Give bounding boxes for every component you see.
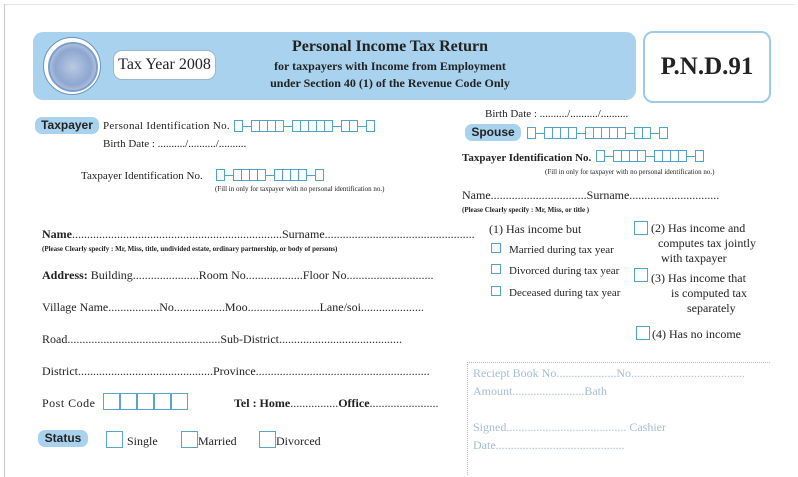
status-single-label: Single <box>127 434 158 448</box>
income-option-4-label: (4) Has no income <box>652 327 741 341</box>
building-room-floor-field[interactable]: Building......................Room No...................Floor No............................. <box>90 268 434 282</box>
form-code: P.N.D.91 <box>643 31 771 103</box>
taxpayer-name-line[interactable] <box>42 227 475 242</box>
address-label: Address: <box>42 268 88 282</box>
spouse-name-note: (Please Clearly specify : Mr, Miss, or title ) <box>462 206 590 214</box>
income-option-3-label: (3) Has income that is computed tax separately <box>651 271 747 315</box>
address-building-line[interactable] <box>42 268 433 283</box>
income-option-1-label: (1) Has income but <box>489 222 582 236</box>
spouse-birth-date[interactable]: Birth Date : ........../........../.......... <box>485 108 629 120</box>
status-section-label: Status <box>38 430 88 447</box>
postcode-label: Post Code <box>42 396 96 410</box>
name-label: Name <box>42 227 72 241</box>
taxpayer-pid-boxes[interactable] <box>234 120 374 132</box>
taxpayer-name-note: (Please Clearly specify : Mr, Miss, title, undivided estate, ordinary partnership, or body of persons) <box>42 245 338 253</box>
spouse-tin-boxes[interactable] <box>596 150 703 162</box>
income-option-3-checkbox[interactable] <box>634 268 648 282</box>
surname-field[interactable]: .................................................. <box>324 227 475 241</box>
postcode-digit-box[interactable] <box>137 393 154 410</box>
spouse-pid-boxes[interactable] <box>527 127 667 139</box>
receipt-book-line[interactable]: Reciept Book No....................No...................................... <box>473 366 745 380</box>
form-subtitle-2: under Section 40 (1) of the Revenue Code Only <box>270 76 510 90</box>
address-road-line[interactable]: Road...................................................Sub-District......................................... <box>42 332 402 346</box>
taxpayer-tin-label: Taxpayer Identification No. <box>81 170 203 182</box>
income-option-2-checkbox[interactable] <box>634 221 648 235</box>
tel-office-field[interactable]: ....................... <box>369 396 439 410</box>
spouse-tin-label: Taxpayer Identification No. <box>462 152 592 164</box>
taxpayer-section-label: Taxpayer <box>35 117 99 134</box>
taxpayer-tin-boxes[interactable] <box>216 169 323 181</box>
status-married-label: Married <box>198 434 237 448</box>
taxpayer-tin-note: (Fill in only for taxpayer with no personal identification no.) <box>215 185 385 193</box>
form-subtitle-1: for taxpayers with Income from Employment <box>274 59 506 73</box>
postcode-digit-box[interactable] <box>154 393 171 410</box>
postcode-boxes[interactable] <box>103 393 188 410</box>
tel-office-label: Office <box>338 396 370 410</box>
deceased-during-year-checkbox[interactable] <box>491 286 501 296</box>
status-divorced-label: Divorced <box>276 434 321 448</box>
spouse-section-label: Spouse <box>465 124 521 141</box>
married-during-year-label: Married during tax year <box>509 244 614 256</box>
form-title: Personal Income Tax Return <box>292 38 488 55</box>
tel-home-label: Tel : Home <box>234 396 291 410</box>
postcode-digit-box[interactable] <box>120 393 137 410</box>
tax-year-badge: Tax Year 2008 <box>113 50 216 80</box>
status-divorced-checkbox[interactable] <box>259 431 276 448</box>
taxpayer-birth-date[interactable]: Birth Date : ........../........../.......... <box>103 138 247 150</box>
spouse-name-line[interactable]: Name................................Surname.............................. <box>462 188 720 202</box>
address-district-line[interactable]: District.............................................Province.......................................................... <box>42 364 430 378</box>
postcode-digit-box[interactable] <box>171 393 188 410</box>
divorced-during-year-label: Divorced during tax year <box>509 265 620 277</box>
income-option-4-checkbox[interactable] <box>636 326 650 340</box>
income-option-2-label: (2) Has income and computes tax jointly with taxpayer <box>651 221 756 265</box>
deceased-during-year-label: Deceased during tax year <box>509 287 621 299</box>
receipt-amount-line[interactable]: Amount........................Bath <box>473 384 607 398</box>
address-village-line[interactable]: Village Name.................No.................Moo........................Lane/soi..................... <box>42 300 424 314</box>
name-field[interactable]: ...................................................................... <box>72 227 282 241</box>
telephone-line[interactable] <box>234 396 439 411</box>
revenue-department-seal-icon <box>43 37 101 95</box>
spouse-tin-note: (Fill in only for taxpayer with no personal identification no.) <box>545 168 715 176</box>
receipt-signed-line[interactable]: Signed........................................ Cashier <box>473 420 666 434</box>
postcode-digit-box[interactable] <box>103 393 120 410</box>
pid-label: Personal Identification No. <box>103 120 230 132</box>
tel-home-field[interactable]: ................ <box>290 396 339 410</box>
status-married-checkbox[interactable] <box>181 431 198 448</box>
surname-label: Surname <box>282 227 325 241</box>
status-single-checkbox[interactable] <box>106 431 123 448</box>
divorced-during-year-checkbox[interactable] <box>491 264 501 274</box>
married-during-year-checkbox[interactable] <box>491 243 501 253</box>
receipt-date-line[interactable]: Date........................................... <box>473 438 625 452</box>
